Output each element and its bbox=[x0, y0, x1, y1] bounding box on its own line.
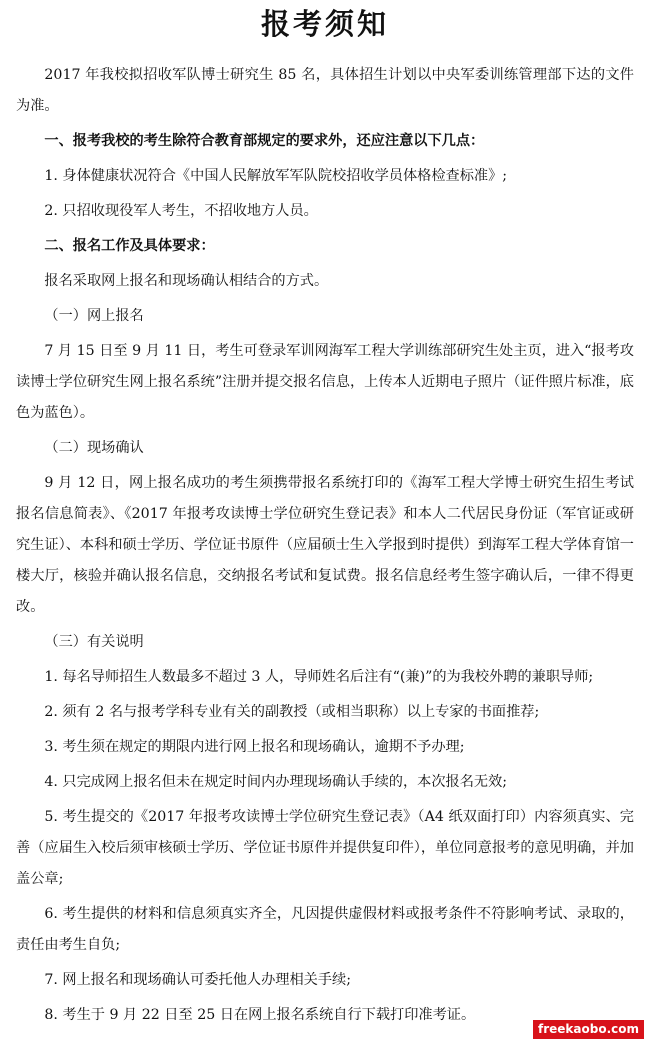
intro-paragraph: 2017 年我校拟招收军队博士研究生 85 名，具体招生计划以中央军委训练管理部下达的文件为准。 bbox=[16, 67, 634, 114]
list-item: 3. 考生须在规定的期限内进行网上报名和现场确认，逾期不予办理; bbox=[44, 739, 465, 755]
list-item: 1. 每名导师招生人数最多不超过 3 人，导师姓名后注有“(兼)”的为我校外聘的兼职导师; bbox=[44, 669, 594, 685]
site-watermark: freekaobo.com bbox=[533, 1020, 644, 1039]
list-item: 2. 须有 2 名与报考学科专业有关的副教授（或相当职称）以上专家的书面推荐; bbox=[44, 704, 540, 720]
list-item: 8. 考生于 9 月 22 日至 25 日在网上报名系统自行下载打印准考证。 bbox=[44, 1007, 476, 1023]
section-heading-requirements: 一、报考我校的考生除符合教育部规定的要求外，还应注意以下几点： bbox=[44, 133, 485, 149]
paragraph: 报名采取网上报名和现场确认相结合的方式。 bbox=[44, 273, 329, 289]
list-item: 1. 身体健康状况符合《中国人民解放军军队院校招收学员体格检查标准》; bbox=[44, 168, 508, 184]
subsection-heading-online: （一）网上报名 bbox=[44, 308, 144, 324]
list-item: 4. 只完成网上报名但未在规定时间内办理现场确认手续的，本次报名无效; bbox=[44, 774, 508, 790]
section-heading-registration: 二、报名工作及具体要求： bbox=[44, 238, 215, 254]
document-body bbox=[16, 60, 634, 1031]
list-item: 5. 考生提交的《2017 年报考攻读博士学位研究生登记表》（A4 纸双面打印）内容须真实、完善（应届生入校后须审核硕士学历、学位证书原件并提供复印件），单位同意报考的意见明确，并加盖公章; bbox=[16, 809, 634, 887]
subsection-heading-notes: （三）有关说明 bbox=[44, 634, 144, 650]
paragraph: 9 月 12 日，网上报名成功的考生须携带报名系统打印的《海军工程大学博士研究生招生考试报名信息简表》、《2017 年报考攻读博士学位研究生登记表》和本人二代居民身份证（军官证或研究生证）、本科和硕士学历、学位证书原件（应届硕士生入学报到时提供）到海军工程大学体育馆一楼大厅，核验并确认报名信息，交纳报名考试和复试费。报名信息经考生签字确认后，一律不得更改。 bbox=[16, 475, 634, 615]
paragraph: 7 月 15 日至 9 月 11 日，考生可登录军训网海军工程大学训练部研究生处主页，进入“报考攻读博士学位研究生网上报名系统”注册并提交报名信息，上传本人近期电子照片（证件照片标准，底色为蓝色）。 bbox=[16, 343, 634, 421]
list-item: 6. 考生提供的材料和信息须真实齐全，凡因提供虚假材料或报考条件不符影响考试、录取的，责任由考生自负; bbox=[16, 906, 634, 953]
page-title: 报考须知 bbox=[260, 7, 389, 41]
subsection-heading-onsite: （二）现场确认 bbox=[44, 440, 144, 456]
list-item: 2. 只招收现役军人考生，不招收地方人员。 bbox=[44, 203, 318, 219]
list-item: 7. 网上报名和现场确认可委托他人办理相关手续; bbox=[44, 972, 351, 988]
